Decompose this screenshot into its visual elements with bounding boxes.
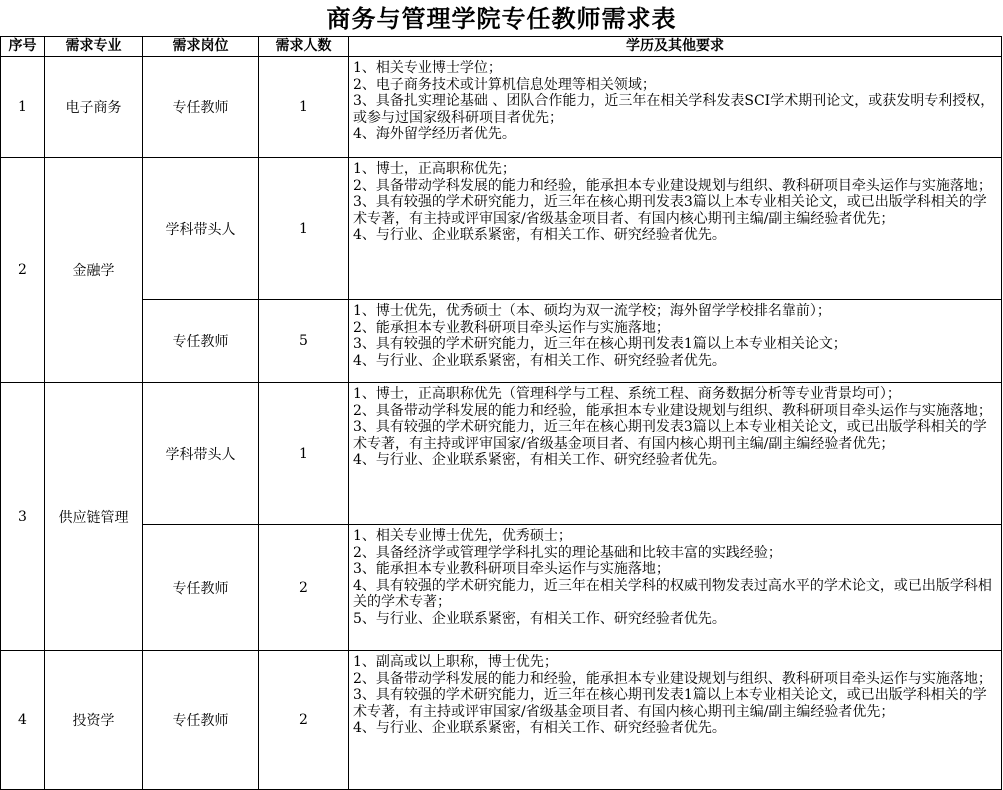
cell-major: 金融学 xyxy=(45,158,143,383)
requirement-line: 2、具备经济学或管理学学科扎实的理论基础和比较丰富的实践经验； xyxy=(353,544,782,561)
cell-post: 学科带头人 xyxy=(143,158,259,300)
requirement-line: 3、具有较强的学术研究能力，近三年在核心期刊发表1篇以上本专业相关论文； xyxy=(353,336,847,353)
requirement-line: 1、博士优先，优秀硕士（本、硕均为双一流学校；海外留学学校排名靠前）； xyxy=(353,303,831,319)
cell-count: 5 xyxy=(259,300,349,383)
cell-major: 供应链管理 xyxy=(45,383,143,651)
table-row xyxy=(1,525,1002,651)
cell-requirements xyxy=(349,300,1002,383)
requirement-line: 1、相关专业博士优先，优秀硕士； xyxy=(353,528,572,544)
requirement-line: 3、具有较强的学术研究能力，近三年在核心期刊发表3篇以上本专业相关论文，或已出版学科相关的学术专著，有主持或评审国家/省级基金项目者、有国内核心期刊主编/副主编经验者优先； xyxy=(353,194,987,227)
cell-post: 专任教师 xyxy=(143,300,259,383)
cell-post: 专任教师 xyxy=(143,525,259,651)
requirement-line: 5、与行业、企业联系紧密，有相关工作、研究经验者优先。 xyxy=(353,610,726,627)
cell-major: 投资学 xyxy=(45,651,143,790)
requirement-line: 2、具备带动学科发展的能力和经验，能承担本专业建设规划与组织、教科研项目牵头运作与实施落地； xyxy=(353,670,992,687)
cell-count: 1 xyxy=(259,57,349,158)
cell-post: 专任教师 xyxy=(143,651,259,790)
table-row xyxy=(1,383,1002,525)
requirement-line: 2、电子商务技术或计算机信息处理等相关领域； xyxy=(353,76,656,93)
cell-no: 4 xyxy=(1,651,45,790)
requirement-line: 4、海外留学经历者优先。 xyxy=(353,126,516,143)
requirement-line: 2、具备带动学科发展的能力和经验，能承担本专业建设规划与组织、教科研项目牵头运作与实施落地； xyxy=(353,402,992,419)
requirement-line: 4、与行业、企业联系紧密，有相关工作、研究经验者优先。 xyxy=(353,720,726,737)
cell-requirements xyxy=(349,383,1002,525)
requirement-line: 3、具有较强的学术研究能力，近三年在核心期刊发表3篇以上本专业相关论文，或已出版学科相关的学术专著，有主持或评审国家/省级基金项目者、有国内核心期刊主编/副主编经验者优先； xyxy=(353,419,987,452)
requirement-line: 4、与行业、企业联系紧密，有相关工作、研究经验者优先。 xyxy=(353,227,726,244)
requirement-line: 3、具有较强的学术研究能力，近三年在核心期刊发表1篇以上本专业相关论文，或已出版学科相关的学术专著，有主持或评审国家/省级基金项目者、有国内核心期刊主编/副主编经验者优先； xyxy=(353,687,987,720)
cell-requirements xyxy=(349,158,1002,300)
table-row xyxy=(1,158,1002,300)
cell-no: 2 xyxy=(1,158,45,383)
cell-no: 1 xyxy=(1,57,45,158)
requirement-line: 4、与行业、企业联系紧密，有相关工作、研究经验者优先。 xyxy=(353,452,726,469)
cell-major: 电子商务 xyxy=(45,57,143,158)
cell-post: 学科带头人 xyxy=(143,383,259,525)
cell-count: 2 xyxy=(259,651,349,790)
header-count: 需求人数 xyxy=(259,37,349,57)
requirement-line: 1、相关专业博士学位； xyxy=(353,60,502,76)
requirement-line: 1、博士，正高职称优先； xyxy=(353,161,516,177)
requirement-line: 3、具备扎实理论基础 、团队合作能力，近三年在相关学科发表SCI学术期刊论文，或获发明专利授权，或参与过国家级科研项目者优先； xyxy=(353,93,995,126)
table-row xyxy=(1,57,1002,158)
cell-count: 1 xyxy=(259,383,349,525)
requirement-line: 2、具备带动学科发展的能力和经验，能承担本专业建设规划与组织、教科研项目牵头运作与实施落地； xyxy=(353,177,992,194)
cell-count: 1 xyxy=(259,158,349,300)
table-row xyxy=(1,651,1002,790)
demand-table xyxy=(0,36,1002,790)
requirement-line: 2、能承担本专业教科研项目牵头运作与实施落地； xyxy=(353,319,670,336)
header-row xyxy=(1,37,1002,57)
requirement-line: 3、能承担本专业教科研项目牵头运作与实施落地； xyxy=(353,561,670,578)
header-post: 需求岗位 xyxy=(143,37,259,57)
requirement-line: 1、副高或以上职称，博士优先； xyxy=(353,654,558,670)
cell-count: 2 xyxy=(259,525,349,651)
cell-requirements xyxy=(349,57,1002,158)
cell-requirements xyxy=(349,651,1002,790)
cell-requirements xyxy=(349,525,1002,651)
header-requirements: 学历及其他要求 xyxy=(349,37,1002,57)
header-no: 序号 xyxy=(1,37,45,57)
cell-no: 3 xyxy=(1,383,45,651)
page-title: 商务与管理学院专任教师需求表 xyxy=(326,4,677,33)
table-row xyxy=(1,300,1002,383)
cell-post: 专任教师 xyxy=(143,57,259,158)
header-major: 需求专业 xyxy=(45,37,143,57)
requirement-line: 1、博士，正高职称优先（管理科学与工程、系统工程、商务数据分析等专业背景均可）； xyxy=(353,386,901,402)
requirement-line: 4、具有较强的学术研究能力，近三年在相关学科的权威刊物发表过高水平的学术论文，或已出版学科相关的学术专著； xyxy=(353,577,992,611)
requirement-line: 4、与行业、企业联系紧密，有相关工作、研究经验者优先。 xyxy=(353,352,726,369)
